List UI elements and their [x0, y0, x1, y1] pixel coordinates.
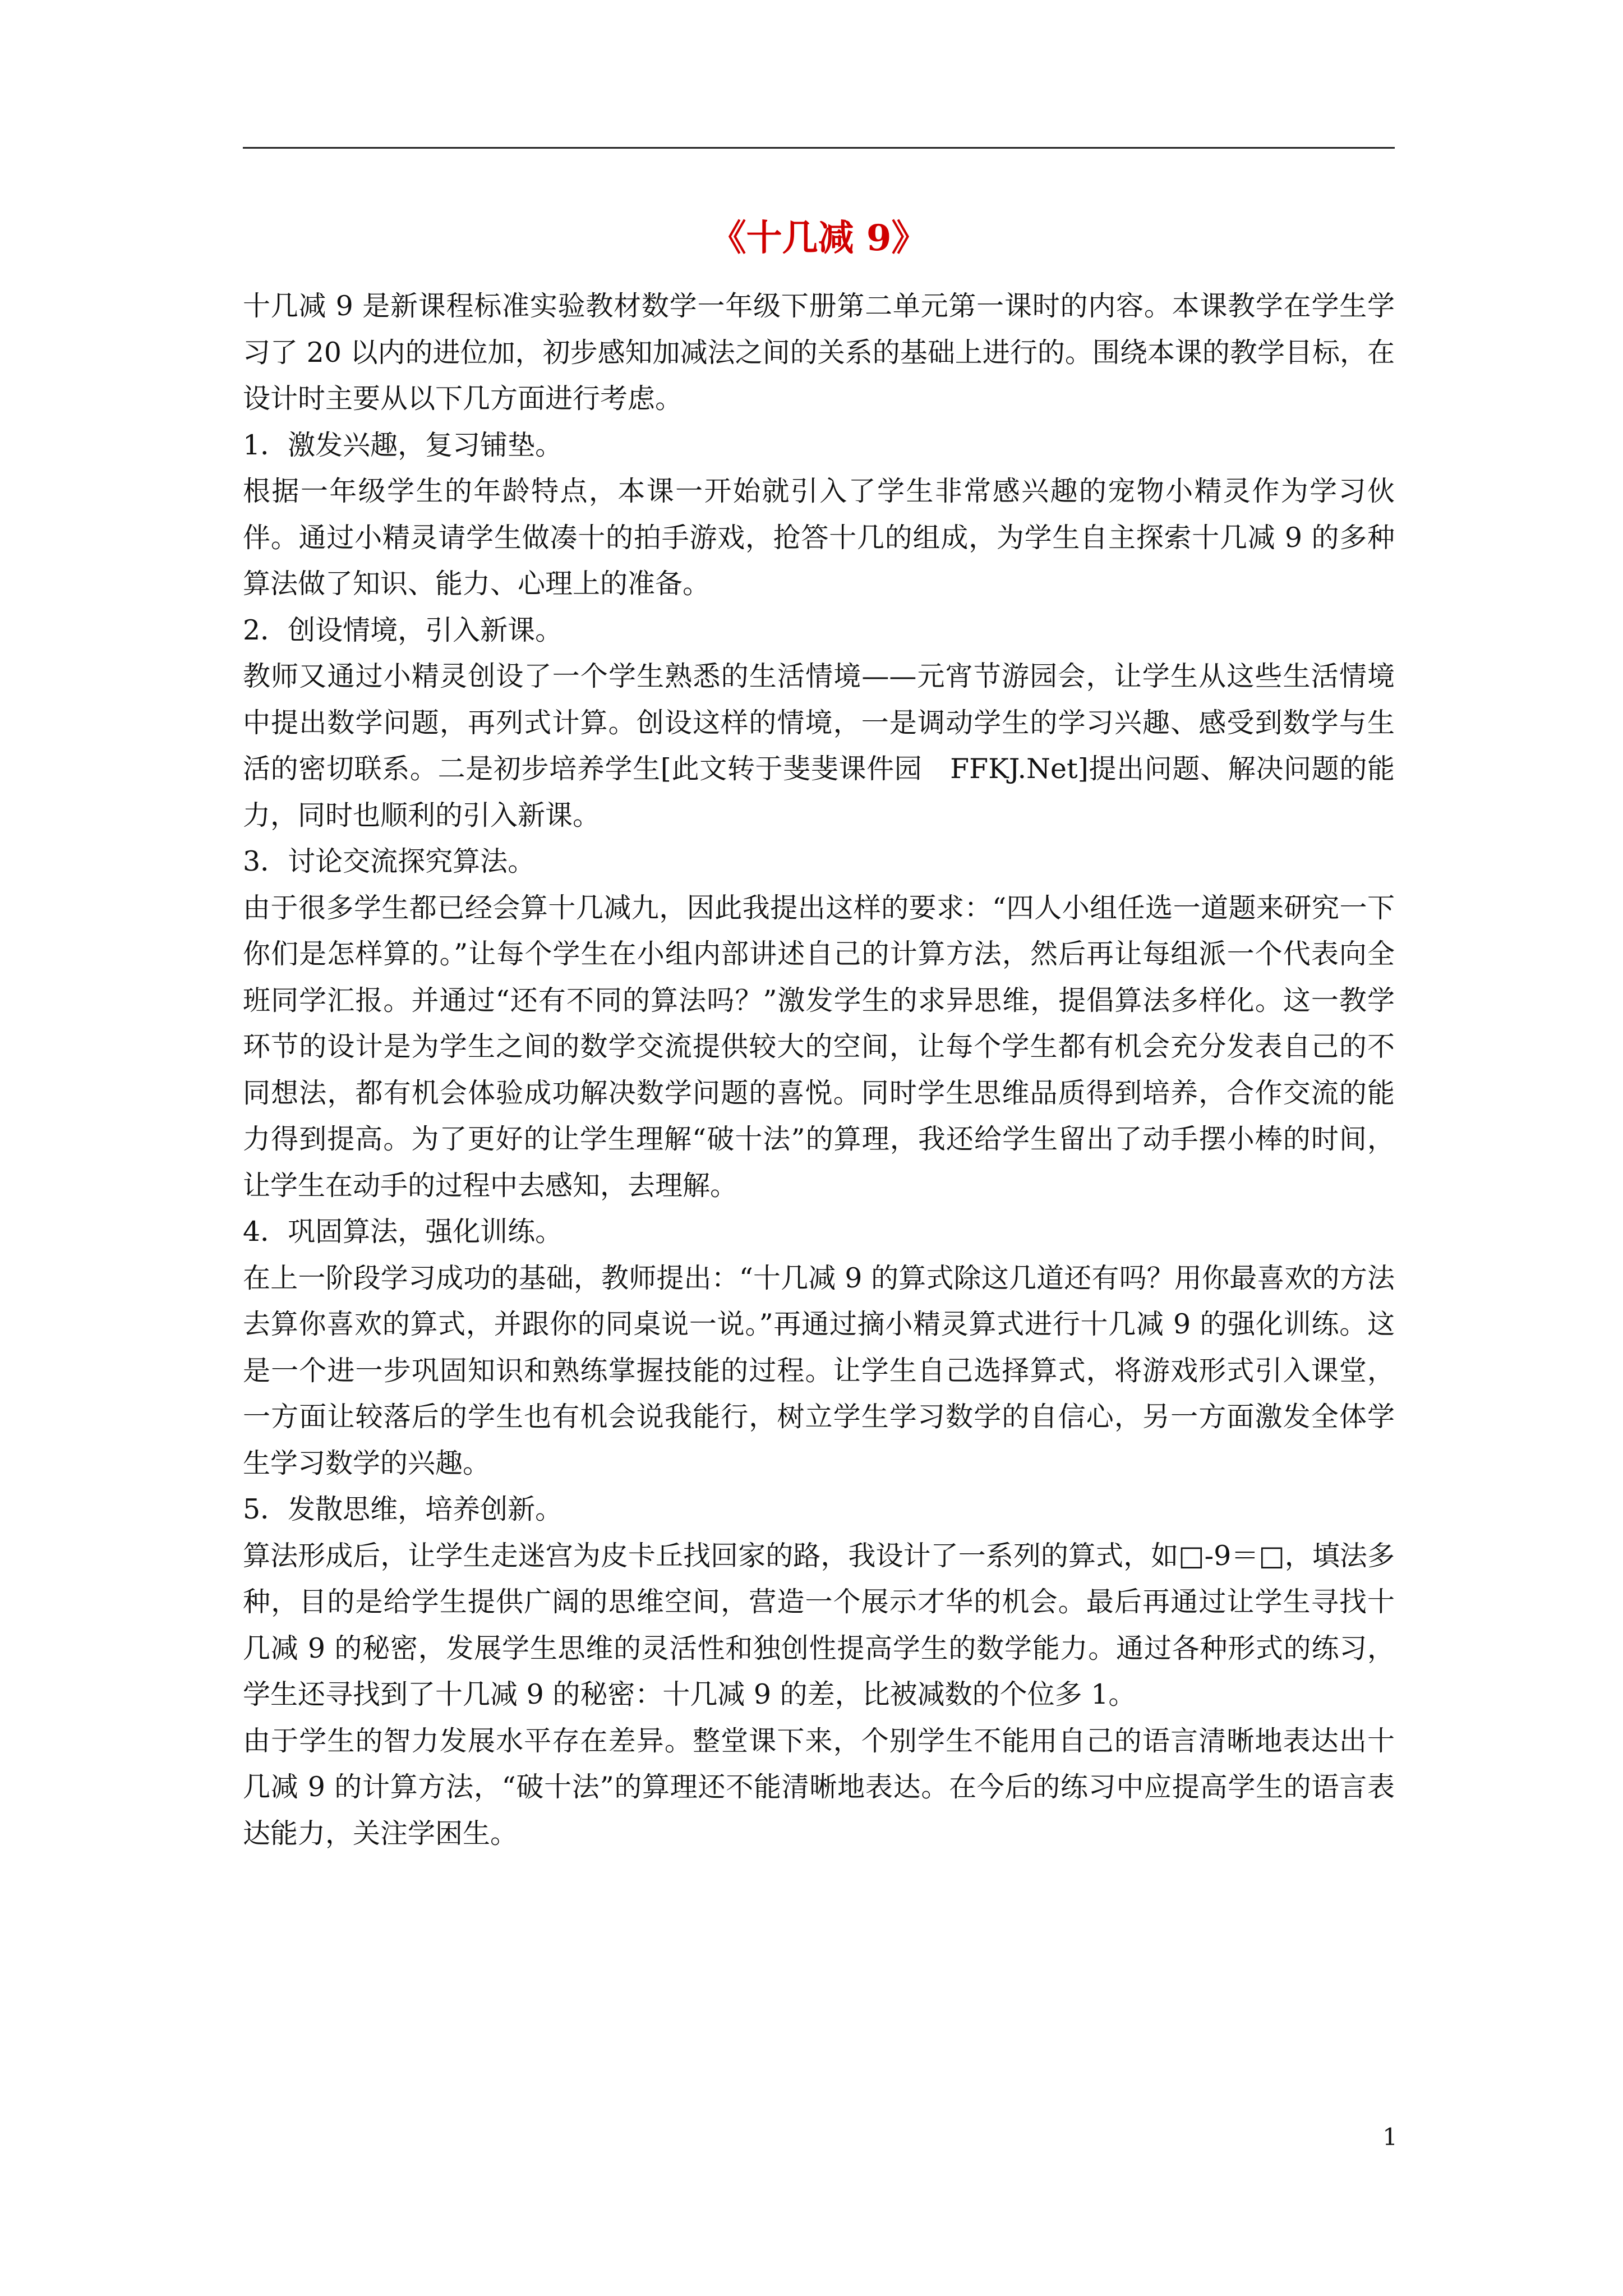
document-body — [243, 283, 1395, 1857]
section-paragraph-4: 在上一阶段学习成功的基础，教师提出：“十几减 9 的算式除这几道还有吗？用你最喜欢的方法去算你喜欢的算式，并跟你的同桌说一说。”再通过摘小精灵算式进行十几减 9 的强化训练。这是一个进一步巩固知识和熟练掌握技能的过程。让学生自己选择算式，将游戏形式引入课堂，一方面让较落后的学生也有机会说我能行，树立学生学习数学的自信心，另一方面激发全体学生学习数学的兴趣。 — [243, 1262, 1395, 1479]
reflection-paragraph: 由于学生的智力发展水平存在差异。整堂课下来，个别学生不能用自己的语言清晰地表达出十几减 9 的计算方法，“破十法”的算理还不能清晰地表达。在今后的练习中应提高学生的语言表达能力，关注学困生。 — [243, 1724, 1395, 1849]
section-heading-4: 4．巩固算法，强化训练。 — [243, 1216, 563, 1248]
section-paragraph-3: 由于很多学生都已经会算十几减九，因此我提出这样的要求：“四人小组任选一道题来研究一下你们是怎样算的。”让每个学生在小组内部讲述自己的计算方法，然后再让每组派一个代表向全班同学汇报。并通过“还有不同的算法吗？”激发学生的求异思维，提倡算法多样化。这一教学环节的设计是为学生之间的数学交流提供较大的空间，让每个学生都有机会充分发表自己的不同想法，都有机会体验成功解决数学问题的喜悦。同时学生思维品质得到培养，合作交流的能力得到提高。为了更好的让学生理解“破十法”的算理，我还给学生留出了动手摆小棒的时间，让学生在动手的过程中去感知，去理解。 — [243, 891, 1395, 1202]
section-heading-3: 3．讨论交流探究算法。 — [243, 845, 536, 877]
section-paragraph-1: 根据一年级学生的年龄特点，本课一开始就引入了学生非常感兴趣的宠物小精灵作为学习伙伴。通过小精灵请学生做凑十的拍手游戏，抢答十几的组成，为学生自主探索十几减 9 的多种算法做了知识、能力、心理上的准备。 — [243, 475, 1395, 600]
section-heading-5: 5．发散思维，培养创新。 — [243, 1493, 563, 1525]
section-heading-2: 2．创设情境，引入新课。 — [243, 614, 563, 646]
section-paragraph-2: 教师又通过小精灵创设了一个学生熟悉的生活情境——元宵节游园会，让学生从这些生活情境中提出数学问题，再列式计算。创设这样的情境，一是调动学生的学习兴趣、感受到数学与生活的密切联系。二是初步培养学生[此文转于斐斐课件园 FFKJ.Net]提出问题、解决问题的能力，同时也顺利的引入新课。 — [243, 660, 1395, 831]
header-rule — [243, 147, 1395, 149]
section-heading-1: 1．激发兴趣，复习铺垫。 — [243, 429, 563, 461]
section-paragraph-5: 算法形成后，让学生走迷宫为皮卡丘找回家的路，我设计了一系列的算式，如□-9＝□，填法多种，目的是给学生提供广阔的思维空间，营造一个展示才华的机会。最后再通过让学生寻找十几减 9 的秘密，发展学生思维的灵活性和独创性提高学生的数学能力。通过各种形式的练习，学生还寻找到了十几减 9 的秘密：十几减 9 的差，比被减数的个位多 1。 — [243, 1539, 1395, 1710]
intro-paragraph: 十几减 9 是新课程标准实验教材数学一年级下册第二单元第一课时的内容。本课教学在学生学习了 20 以内的进位加，初步感知加减法之间的关系的基础上进行的。围绕本课的教学目标，在设计时主要从以下几方面进行考虑。 — [243, 290, 1395, 415]
page-number: 1 — [1382, 2123, 1398, 2151]
document-title: 《十几减 9》 — [710, 217, 928, 259]
